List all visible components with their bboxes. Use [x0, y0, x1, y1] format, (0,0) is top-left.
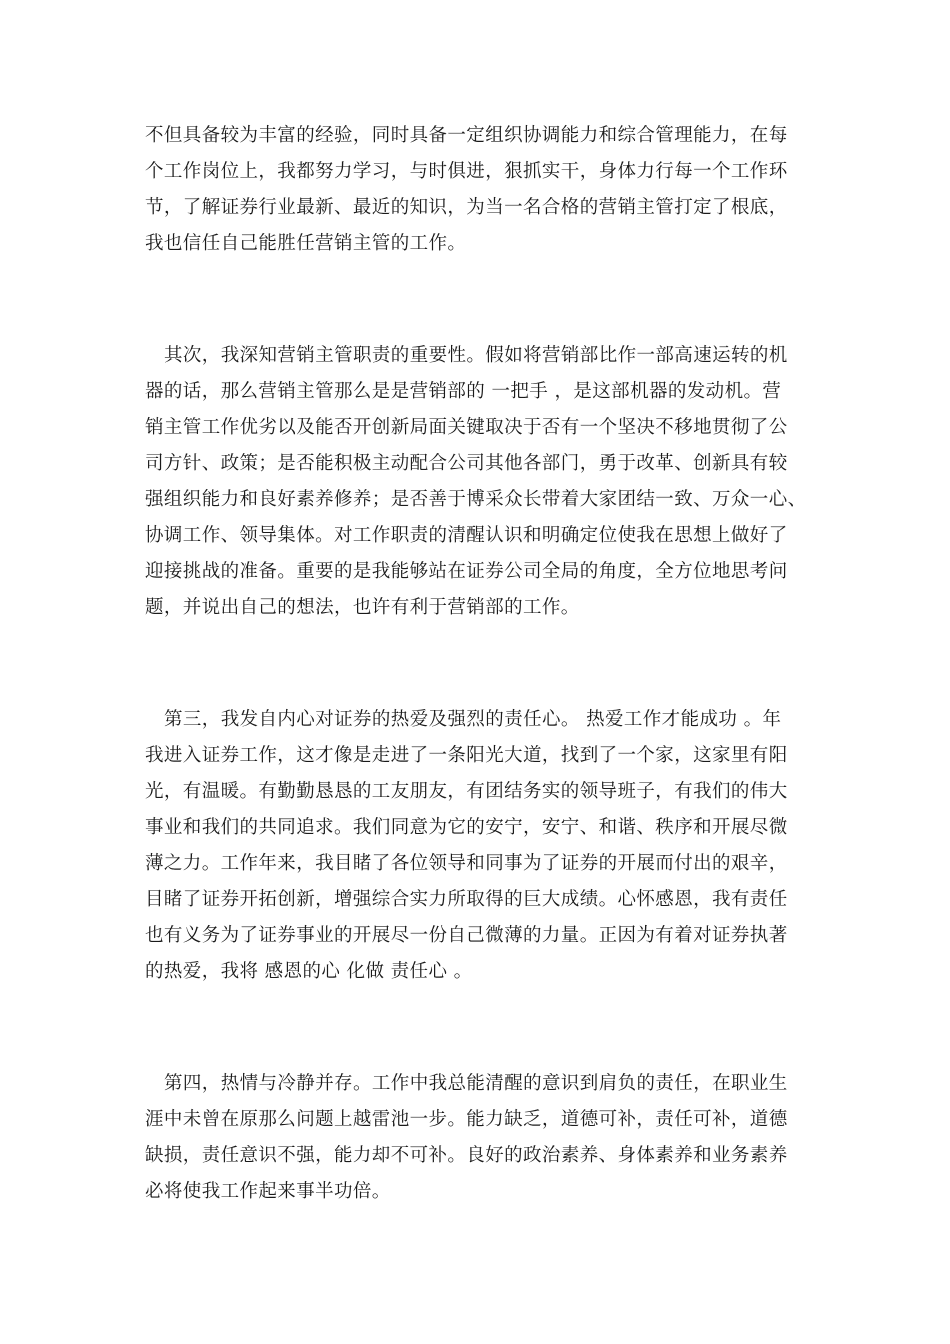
text-line: 也有义务为了证券事业的开展尽一份自己微薄的力量。正因为有着对证券执著 — [145, 925, 788, 946]
text-line: 强组织能力和良好素养修养；是否善于博采众长带着大家团结一致、万众一心、 — [145, 489, 807, 510]
text-line: 司方针、政策；是否能积极主动配合公司其他各部门，勇于改革、创新具有较 — [145, 453, 788, 474]
text-line: 我进入证券工作，这才像是走进了一条阳光大道，找到了一个家，这家里有阳 — [145, 745, 788, 766]
text-line: 目睹了证券开拓创新，增强综合实力所取得的巨大成绩。心怀感恩，我有责任 — [145, 889, 788, 910]
text-line: 缺损，责任意识不强，能力却不可补。良好的政治素养、身体素养和业务素养 — [145, 1145, 788, 1166]
text-line: 协调工作、领导集体。对工作职责的清醒认识和明确定位使我在思想上做好了 — [145, 525, 788, 546]
text-line: 节，了解证券行业最新、最近的知识，为当一名合格的营销主管打定了根底， — [145, 197, 788, 218]
text-line: 第四，热情与冷静并存。工作中我总能清醒的意识到肩负的责任，在职业生 — [164, 1073, 788, 1094]
text-line: 涯中未曾在原那么问题上越雷池一步。能力缺乏，道德可补，责任可补，道德 — [145, 1109, 788, 1130]
paragraph-experience — [145, 118, 815, 262]
text-line: 的热爱，我将 感恩的心 化做 责任心 。 — [145, 961, 473, 982]
paragraph-passion — [145, 702, 815, 990]
text-line: 个工作岗位上，我都努力学习，与时俱进，狠抓实干，身体力行每一个工作环 — [145, 161, 788, 182]
text-line: 不但具备较为丰富的经验，同时具备一定组织协调能力和综合管理能力，在每 — [145, 125, 788, 146]
text-line: 题，并说出自己的想法，也许有利于营销部的工作。 — [145, 597, 580, 618]
text-line: 光，有温暖。有勤勤恳恳的工友朋友，有团结务实的领导班子，有我们的伟大 — [145, 781, 788, 802]
text-line: 事业和我们的共同追求。我们同意为它的安宁，安宁、和谐、秩序和开展尽微 — [145, 817, 788, 838]
text-line: 迎接挑战的准备。重要的是我能够站在证券公司全局的角度，全方位地思考问 — [145, 561, 788, 582]
text-line: 第三，我发自内心对证券的热爱及强烈的责任心。 热爱工作才能成功 。年 — [164, 709, 782, 730]
text-line: 薄之力。工作年来，我目睹了各位领导和同事为了证券的开展而付出的艰辛， — [145, 853, 788, 874]
paragraph-responsibility — [145, 338, 815, 626]
text-line: 销主管工作优劣以及能否开创新局面关键取决于否有一个坚决不移地贯彻了公 — [145, 417, 788, 438]
text-line: 其次，我深知营销主管职责的重要性。假如将营销部比作一部高速运转的机 — [164, 345, 788, 366]
text-line: 必将使我工作起来事半功倍。 — [145, 1181, 391, 1202]
text-line: 我也信任自己能胜任营销主管的工作。 — [145, 233, 467, 254]
text-line: 器的话，那么营销主管那么是是营销部的 一把手 ，是这部机器的发动机。营 — [145, 381, 782, 402]
paragraph-calm — [145, 1066, 815, 1210]
